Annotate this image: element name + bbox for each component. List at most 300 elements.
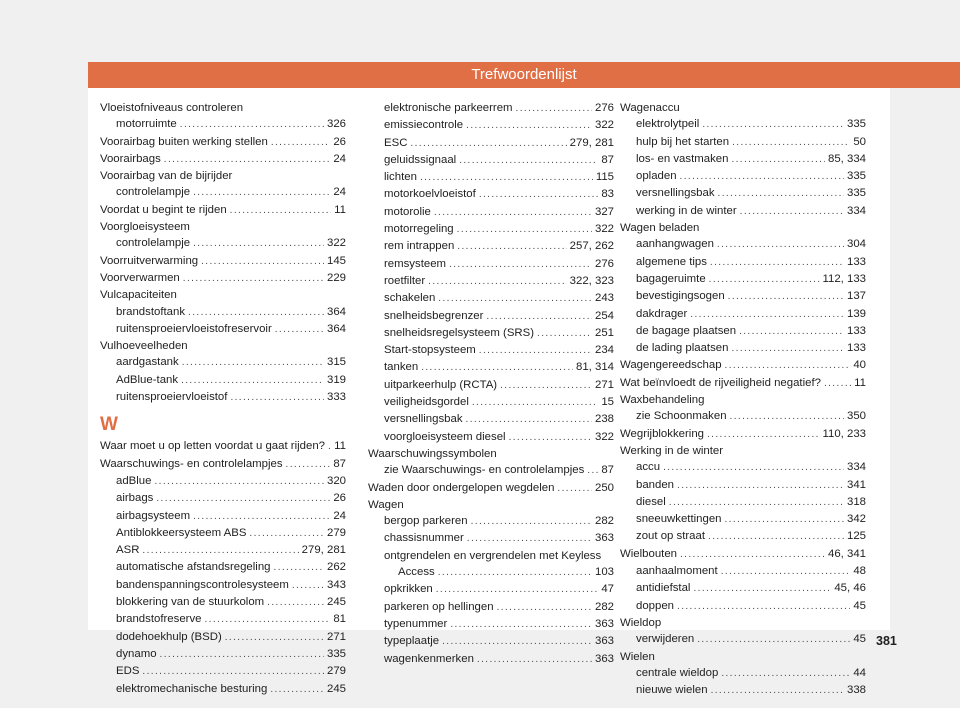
index-term: aanhangwagen [636, 238, 714, 251]
index-term: bevestigingsogen [636, 290, 725, 303]
leader-dots [537, 326, 592, 342]
index-entry [368, 169, 614, 186]
page-reference: 320 [326, 474, 346, 487]
index-term: Wagen [368, 498, 404, 511]
index-entry [620, 116, 866, 133]
index-entry [100, 235, 346, 252]
index-term: motorolie [384, 205, 431, 218]
page-reference: 83 [601, 188, 614, 201]
index-entry [368, 290, 614, 307]
index-entry [620, 459, 866, 476]
leader-dots [680, 169, 844, 185]
leader-dots [721, 564, 851, 580]
index-entry [368, 152, 614, 169]
page-reference: 341 [846, 478, 866, 491]
index-entry [100, 116, 346, 133]
index-entry [620, 615, 866, 631]
index-term: typenummer [384, 617, 448, 630]
page-reference: 363 [594, 635, 614, 648]
index-entry [368, 238, 614, 255]
page-reference: 24 [333, 186, 346, 199]
leader-dots [438, 565, 592, 581]
index-column-2 [368, 100, 614, 668]
leader-dots [225, 630, 324, 646]
page-reference: 24 [333, 152, 346, 165]
leader-dots [181, 373, 324, 389]
leader-dots [457, 239, 566, 255]
index-term: Voorairbag buiten werking stellen [100, 135, 268, 148]
leader-dots [731, 341, 844, 357]
leader-dots [707, 427, 820, 443]
leader-dots [472, 395, 598, 411]
index-term: dodehoekhulp (BSD) [116, 630, 222, 643]
leader-dots [230, 390, 324, 406]
leader-dots [164, 152, 331, 168]
index-entry [368, 633, 614, 650]
index-entry [620, 220, 866, 236]
index-entry [368, 325, 614, 342]
leader-dots [434, 205, 592, 221]
page-reference: 363 [594, 532, 614, 545]
index-entry [620, 408, 866, 425]
page-reference: 315 [326, 356, 346, 369]
leader-dots [270, 682, 324, 698]
index-term: dakdrager [636, 307, 688, 320]
page-reference: 304 [846, 238, 866, 251]
index-term: Voorruitverwarming [100, 254, 199, 267]
page-reference: 133 [846, 324, 866, 337]
index-term: Antiblokkeersysteem ABS [116, 526, 247, 539]
page-reference: 47 [601, 583, 614, 596]
leader-dots [721, 666, 850, 682]
leader-dots [142, 664, 324, 680]
index-term: elektrolytpeil [636, 118, 700, 131]
page-reference: 40 [853, 359, 866, 372]
index-entry [368, 429, 614, 446]
index-entry [368, 411, 614, 428]
index-term: Wegrijblokkering [620, 427, 704, 440]
leader-dots [328, 439, 331, 455]
index-term: motorregeling [384, 223, 454, 236]
index-entry [100, 629, 346, 646]
index-term: emissiecontrole [384, 119, 464, 132]
leader-dots [557, 481, 592, 497]
page-reference: 48 [853, 565, 866, 578]
leader-dots [180, 117, 324, 133]
index-entry [100, 611, 346, 628]
page-reference: 257, 262 [569, 240, 614, 253]
index-term: parkeren op hellingen [384, 600, 494, 613]
leader-dots [438, 291, 592, 307]
page-reference: 282 [594, 600, 614, 613]
index-term: AdBlue-tank [116, 373, 179, 386]
index-entry [100, 559, 346, 576]
index-term: airbags [116, 492, 154, 505]
leader-dots [728, 289, 844, 305]
index-entry [620, 306, 866, 323]
index-term: Voordat u begint te rijden [100, 203, 227, 216]
index-term: ASR [116, 544, 140, 557]
index-entry [368, 548, 614, 564]
page-reference: 245 [326, 596, 346, 609]
page-reference: 363 [594, 652, 614, 665]
index-entry [100, 681, 346, 698]
index-entry [368, 394, 614, 411]
page-reference: 229 [326, 271, 346, 284]
index-term: elektromechanische besturing [116, 682, 268, 695]
index-entry [100, 508, 346, 525]
index-entry [368, 462, 614, 479]
leader-dots [702, 117, 844, 133]
index-entry [100, 577, 346, 594]
leader-dots [156, 491, 330, 507]
page-reference: 81 [333, 613, 346, 626]
index-entry [100, 663, 346, 680]
index-term: werking in de winter [636, 204, 737, 217]
leader-dots [479, 187, 599, 203]
index-entry [100, 389, 346, 406]
index-entry [620, 598, 866, 615]
index-term: chassisnummer [384, 532, 464, 545]
index-term: motorruimte [116, 118, 177, 131]
leader-dots [410, 136, 566, 152]
leader-dots [479, 343, 592, 359]
page-reference: 335 [846, 187, 866, 200]
index-term: adBlue [116, 474, 152, 487]
index-entry [100, 100, 346, 116]
index-term: zout op straat [636, 530, 706, 543]
leader-dots [154, 474, 324, 490]
index-term: motorkoelvloeistof [384, 188, 476, 201]
page-reference: 139 [846, 307, 866, 320]
leader-dots [509, 430, 592, 446]
leader-dots [267, 595, 324, 611]
page-reference: 322 [594, 223, 614, 236]
page-reference: 145 [326, 254, 346, 267]
leader-dots [669, 495, 844, 511]
index-term: aardgastank [116, 356, 179, 369]
index-term: Access [398, 566, 435, 579]
index-term: Voorverwarmen [100, 271, 180, 284]
page-reference: 279 [326, 526, 346, 539]
index-term: veiligheidsgordel [384, 396, 469, 409]
index-term: verwijderen [636, 633, 695, 646]
index-term: nieuwe wielen [636, 684, 708, 697]
index-entry [620, 392, 866, 408]
index-term: hulp bij het starten [636, 135, 730, 148]
index-entry [620, 288, 866, 305]
index-entry [100, 304, 346, 321]
leader-dots [471, 514, 592, 530]
page-reference: 85, 334 [827, 152, 866, 165]
page-reference: 44 [853, 666, 866, 679]
index-entry [620, 357, 866, 374]
leader-dots [516, 101, 592, 117]
index-entry [368, 564, 614, 581]
index-term: Waxbehandeling [620, 394, 705, 407]
index-entry [620, 631, 866, 648]
page-reference: 322 [594, 119, 614, 132]
leader-dots [680, 547, 825, 563]
index-term: voorgloeisysteem diesel [384, 430, 506, 443]
index-entry [100, 168, 346, 184]
leader-dots [709, 272, 820, 288]
index-term: banden [636, 478, 675, 491]
index-column-3 [620, 100, 866, 699]
index-entry [100, 338, 346, 354]
page-reference: 133 [846, 255, 866, 268]
index-entry [368, 480, 614, 497]
index-entry [620, 185, 866, 202]
leader-dots [421, 360, 573, 376]
leader-dots [708, 529, 844, 545]
index-term: airbagsysteem [116, 509, 191, 522]
index-term: controlelampje [116, 186, 191, 199]
index-term: bandenspanningscontrolesysteem [116, 578, 289, 591]
index-entry [100, 270, 346, 287]
page-reference: 24 [333, 509, 346, 522]
page-reference: 46, 341 [827, 547, 866, 560]
index-term: Wielbouten [620, 547, 677, 560]
leader-dots [193, 509, 330, 525]
index-term: elektronische parkeerrem [384, 102, 513, 114]
index-term: centrale wieldop [636, 666, 719, 679]
index-entry [100, 134, 346, 151]
index-term: ontgrendelen en vergrendelen met Keyless [384, 549, 602, 562]
index-entry [620, 665, 866, 682]
index-entry [100, 321, 346, 338]
index-entry [100, 202, 346, 219]
leader-dots [725, 512, 844, 528]
index-term: Wieldop [620, 616, 662, 629]
index-term: bergop parkeren [384, 515, 468, 528]
page-reference: 327 [594, 205, 614, 218]
leader-dots [442, 634, 592, 650]
page-reference: 250 [594, 481, 614, 494]
index-term: wagenkenmerken [384, 652, 474, 665]
leader-dots [711, 683, 844, 699]
page-reference: 276 [594, 102, 614, 114]
page-reference: 245 [326, 682, 346, 695]
leader-dots [436, 582, 599, 598]
leader-dots [292, 578, 324, 594]
index-term: EDS [116, 665, 140, 678]
index-term: aanhaalmoment [636, 565, 718, 578]
leader-dots [467, 531, 592, 547]
page-reference: 322 [594, 430, 614, 443]
index-term: Wagenaccu [620, 102, 680, 114]
index-entry [100, 542, 346, 559]
index-entry [368, 581, 614, 598]
page-reference: 276 [594, 257, 614, 270]
leader-dots [286, 457, 331, 473]
index-term: Wagen beladen [620, 222, 700, 235]
index-entry [368, 186, 614, 203]
index-term: automatische afstandsregeling [116, 561, 271, 574]
leader-dots [274, 560, 324, 576]
index-group-w [100, 438, 346, 697]
index-term: tanken [384, 361, 419, 374]
page-reference: 271 [594, 378, 614, 391]
page-number: 381 [876, 634, 897, 648]
index-term: Wagengereedschap [620, 359, 722, 372]
index-entry [620, 580, 866, 597]
index-term: de lading plaatsen [636, 342, 729, 355]
index-term: versnellingsbak [636, 187, 715, 200]
index-term: diesel [636, 495, 666, 508]
index-term: bagageruimte [636, 272, 706, 285]
index-term: doppen [636, 599, 675, 612]
page-reference: 279, 281 [569, 136, 614, 149]
page-reference: 137 [846, 290, 866, 303]
index-entry [100, 456, 346, 473]
index-entry [620, 649, 866, 665]
index-entry [368, 117, 614, 134]
index-term: brandstofreserve [116, 613, 202, 626]
index-entry [620, 511, 866, 528]
index-term: controlelampje [116, 237, 191, 250]
leader-dots [193, 236, 324, 252]
leader-dots [730, 409, 844, 425]
leader-dots [457, 222, 592, 238]
page-reference: 45, 46 [834, 582, 866, 595]
index-entry [368, 530, 614, 547]
index-term: geluidssignaal [384, 153, 457, 166]
leader-dots [183, 271, 324, 287]
leader-dots [160, 647, 324, 663]
index-term: Voorairbag van de bijrijder [100, 170, 233, 183]
index-entry [100, 354, 346, 371]
section-title: Trefwoordenlijst [88, 62, 960, 88]
leader-dots [193, 185, 330, 201]
index-term: de bagage plaatsen [636, 324, 737, 337]
page-reference: 26 [333, 492, 346, 505]
page-reference: 112, 133 [822, 272, 866, 285]
leader-dots [732, 135, 850, 151]
index-entry [100, 219, 346, 235]
page-reference: 333 [326, 391, 346, 404]
leader-dots [718, 186, 844, 202]
index-entry [368, 359, 614, 376]
page-reference: 326 [326, 118, 346, 131]
index-term: lichten [384, 171, 417, 184]
leader-dots [420, 170, 593, 186]
index-entry [368, 377, 614, 394]
leader-dots [697, 632, 850, 648]
index-term: antidiefstal [636, 582, 691, 595]
page-reference: 81, 314 [575, 361, 614, 374]
index-term: remsysteem [384, 257, 447, 270]
index-term: snelheidsbegrenzer [384, 309, 484, 322]
index-term: Vloeistofniveaus controleren [100, 102, 244, 114]
index-entry [368, 273, 614, 290]
leader-dots [466, 412, 592, 428]
leader-dots [717, 237, 844, 253]
index-term: Wielen [620, 650, 655, 663]
index-term: blokkering van de stuurkolom [116, 596, 265, 609]
index-entry [368, 135, 614, 152]
index-group-v [100, 100, 346, 406]
page-reference: 125 [846, 530, 866, 543]
page-reference: 364 [326, 322, 346, 335]
leader-dots [824, 376, 851, 392]
leader-dots [449, 257, 592, 273]
index-term: Voorairbags [100, 152, 161, 165]
page-reference: 334 [846, 204, 866, 217]
index-term: Vulhoeveelheden [100, 340, 188, 353]
leader-dots [500, 378, 592, 394]
index-entry [620, 443, 866, 459]
leader-dots [587, 463, 598, 479]
index-term: opkrikken [384, 583, 433, 596]
leader-dots [690, 307, 844, 323]
page-reference: 110, 233 [822, 427, 866, 440]
index-term: Waden door ondergelopen wegdelen [368, 481, 555, 494]
index-term: zie Waarschuwings- en controlelampjes [384, 464, 585, 477]
page-reference: 343 [326, 578, 346, 591]
index-column-1 [100, 100, 346, 698]
index-entry [620, 100, 866, 116]
index-entry [620, 254, 866, 271]
page-reference: 322 [326, 237, 346, 250]
index-entry [368, 221, 614, 238]
index-entry [100, 473, 346, 490]
index-entry [620, 323, 866, 340]
index-term: Vulcapaciteiten [100, 289, 177, 302]
index-entry [620, 134, 866, 151]
leader-dots [271, 135, 331, 151]
page-reference: 363 [594, 617, 614, 630]
index-letter-heading: W [100, 414, 118, 436]
index-entry [100, 287, 346, 303]
page-reference: 262 [326, 561, 346, 574]
leader-dots [739, 324, 844, 340]
page-reference: 87 [601, 153, 614, 166]
page-reference: 11 [334, 440, 346, 453]
page-reference: 319 [326, 373, 346, 386]
leader-dots [459, 153, 598, 169]
page-reference: 87 [601, 464, 614, 477]
index-entry [620, 477, 866, 494]
page-reference: 15 [601, 396, 614, 409]
leader-dots [486, 309, 592, 325]
index-entry [368, 513, 614, 530]
leader-dots [428, 274, 567, 290]
index-term: accu [636, 461, 661, 474]
index-term: versnellingsbak [384, 413, 463, 426]
page-reference: 251 [594, 326, 614, 339]
index-entry [368, 599, 614, 616]
page-reference: 350 [846, 410, 866, 423]
index-entry [368, 651, 614, 668]
page-reference: 11 [854, 376, 866, 389]
leader-dots [663, 460, 844, 476]
leader-dots [677, 599, 850, 615]
leader-dots [466, 118, 592, 134]
index-entry [620, 151, 866, 168]
page-reference: 322, 323 [569, 274, 614, 287]
index-entry [620, 271, 866, 288]
index-entry [368, 497, 614, 513]
index-term: Wat beïnvloedt de rijveiligheid negatief? [620, 376, 821, 389]
index-term: brandstoftank [116, 305, 186, 318]
page-reference: 318 [846, 495, 866, 508]
index-entry [620, 528, 866, 545]
page-reference: 271 [326, 630, 346, 643]
page-reference: 238 [594, 413, 614, 426]
index-entry [368, 342, 614, 359]
page-reference: 234 [594, 344, 614, 357]
